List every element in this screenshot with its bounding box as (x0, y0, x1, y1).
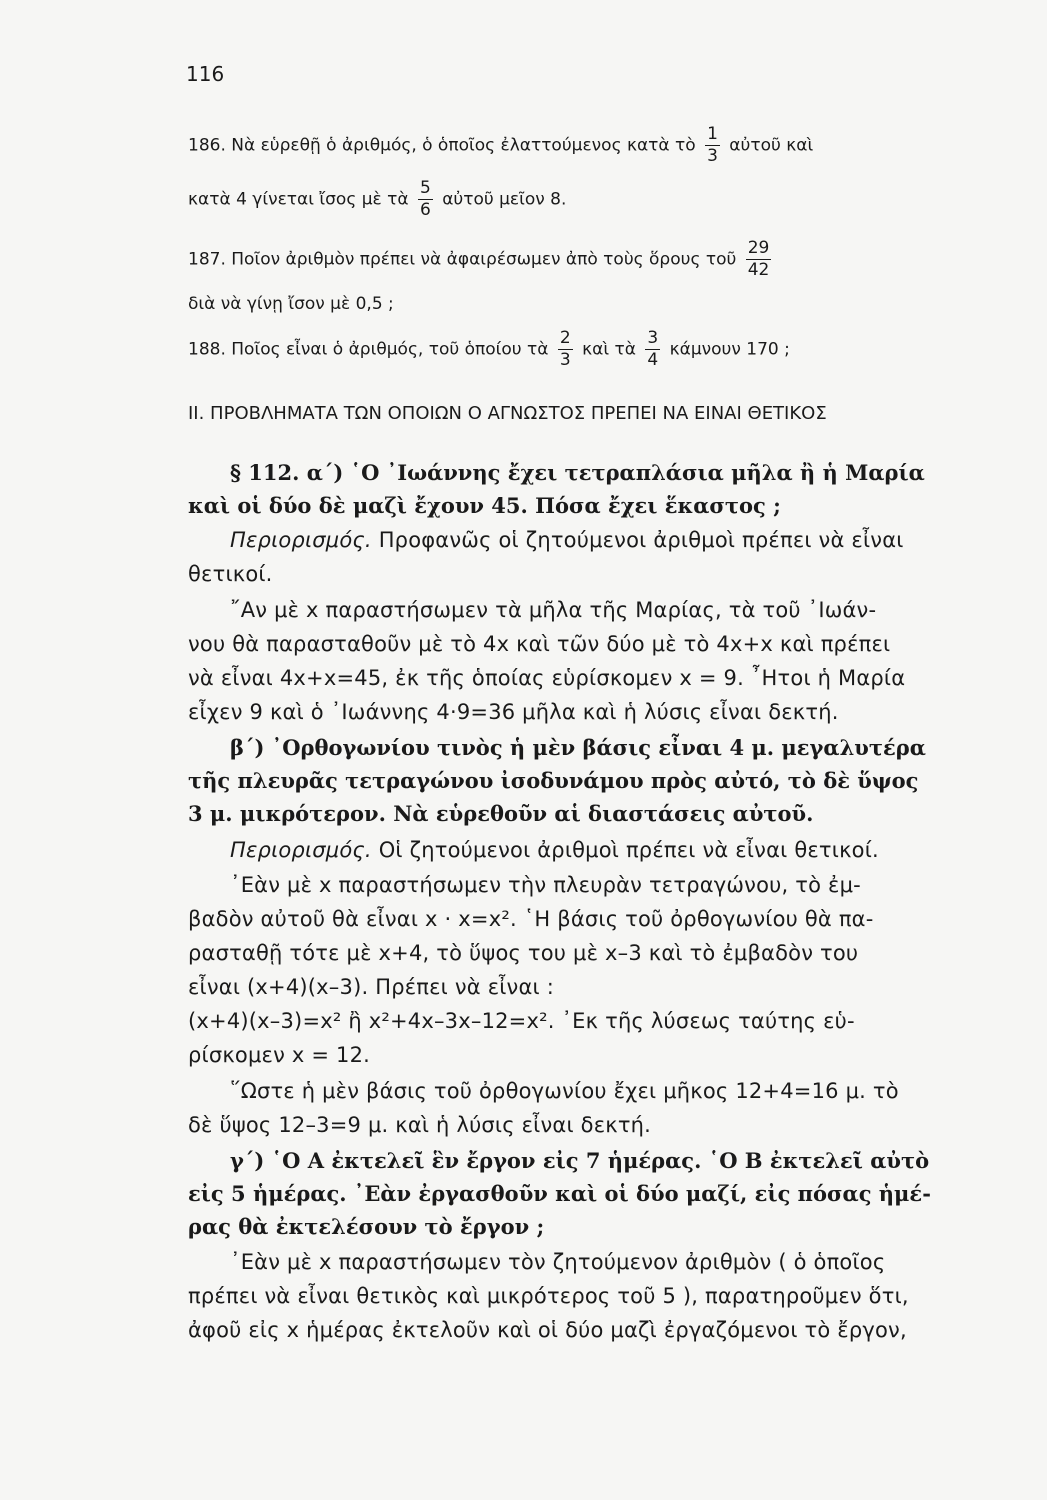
body-line: εἶναι (x+4)(x–3). Πρέπει νὰ εἶναι : (188, 975, 554, 999)
paragraph-b-line-2: τῆς πλευρᾶς τετραγώνου ἰσοδυνάμου πρὸς αὐτό, τὸ δὲ ὕψος (188, 768, 919, 793)
exercise-187-line-1 (188, 240, 968, 279)
ex188-text-a: 188. Ποῖος εἶναι ὁ ἀριθμός, τοῦ ὁποίου τὰ (188, 339, 549, 360)
exercise-188 (188, 330, 968, 369)
ex188-text-b: καὶ τὰ (582, 339, 636, 360)
body-line: νὰ εἶναι 4x+x=45, ἐκ τῆς ὁποίας εὑρίσκομεν x = 9. ῏Ητοι ἡ Μαρία (188, 666, 906, 690)
frac-denominator: 3 (559, 350, 571, 370)
frac-denominator: 4 (647, 350, 659, 370)
periorismos-line-2 (230, 840, 968, 861)
body-line: ῞Ωστε ἡ μὲν βάσις τοῦ ὀρθογωνίου ἔχει μῆκος 12+4=16 μ. τὸ (230, 1079, 899, 1103)
ex188-text-c: κάμνουν 170 ; (669, 339, 790, 360)
exercise-186-line-2 (188, 180, 968, 219)
exercise-186-line-1 (188, 126, 968, 165)
ex186-text-a: 186. Νὰ εὑρεθῇ ὁ ἀριθμός, ὁ ὁποῖος ἐλαττούμενος κατὰ τὸ (188, 135, 696, 156)
ex186-text-b: αὐτοῦ καὶ (729, 135, 814, 156)
periorismos-text: Προφανῶς οἱ ζητούμενοι ἀριθμοὶ πρέπει νὰ εἶναι (378, 528, 904, 552)
body-line: (x+4)(x–3)=x² ἢ x²+4x–3x–12=x². ᾿Εκ τῆς λύσεως ταύτης εὑ- (188, 1009, 855, 1033)
body-line: ἀφοῦ εἰς x ἡμέρας ἐκτελοῦν καὶ οἱ δύο μαζὶ ἐργαζόμενοι τὸ ἔργον, (188, 1318, 907, 1342)
body-line: νου θὰ παρασταθοῦν μὲ τὸ 4x καὶ τῶν δύο μὲ τὸ 4x+x καὶ πρέπει (188, 632, 891, 656)
paragraph-b-line-3: 3 μ. μικρότερον. Νὰ εὑρεθοῦν αἱ διαστάσεις αὐτοῦ. (188, 801, 814, 826)
paragraph-112-a-line-2: καὶ οἱ δύο δὲ μαζὶ ἔχουν 45. Πόσα ἔχει ἕκαστος ; (188, 493, 781, 518)
body-line: εἶχεν 9 καὶ ὁ ᾿Ιωάννης 4·9=36 μῆλα καὶ ἡ λύσις εἶναι δεκτή. (188, 700, 839, 724)
periorismos-label: Περιορισμός. (230, 528, 372, 552)
frac-numerator: 3 (647, 328, 659, 348)
fraction-five-sixths (418, 180, 433, 219)
fraction-three-quarters (645, 330, 660, 369)
periorismos-line-1 (230, 530, 968, 551)
frac-numerator: 2 (559, 328, 571, 348)
frac-denominator: 6 (419, 200, 431, 220)
ex186-text-c: κατὰ 4 γίνεται ἴσος μὲ τὰ (188, 189, 409, 210)
body-line: θετικοί. (188, 562, 273, 586)
frac-numerator: 1 (707, 124, 718, 144)
page-number: 116 (186, 62, 225, 86)
body-line: βαδὸν αὐτοῦ θὰ εἶναι x · x=x². ῾Η βάσις τοῦ ὀρθογωνίου θὰ πα- (188, 907, 874, 931)
paragraph-c-line-1: γ΄) ῾Ο Α ἐκτελεῖ ἓν ἔργον εἰς 7 ἡμέρας. ῾Ο Β ἐκτελεῖ αὐτὸ (230, 1148, 930, 1173)
body-line: ᾿Εὰν μὲ x παραστήσωμεν τὸν ζητούμενον ἀριθμὸν ( ὁ ὁποῖος (230, 1250, 886, 1274)
body-line: ῎Αν μὲ x παραστήσωμεν τὰ μῆλα τῆς Μαρίας, τὰ τοῦ ᾿Ιωάν- (230, 598, 877, 622)
body-line: ρίσκομεν x = 12. (188, 1043, 371, 1067)
periorismos-label: Περιορισμός. (230, 838, 372, 862)
body-line: ᾿Εὰν μὲ x παραστήσωμεν τὴν πλευρὰν τετραγώνου, τὸ ἐμ- (230, 873, 861, 897)
frac-numerator: 5 (419, 178, 431, 198)
frac-denominator: 42 (747, 260, 770, 280)
exercise-187-line-2: διὰ νὰ γίνῃ ἴσον μὲ 0,5 ; (188, 294, 394, 314)
periorismos-text: Οἱ ζητούμενοι ἀριθμοὶ πρέπει νὰ εἶναι θετικοί. (378, 838, 879, 862)
fraction-one-third (705, 126, 720, 165)
frac-numerator: 29 (747, 238, 770, 258)
section-title: ΙΙ. ΠΡΟΒΛΗΜΑΤΑ ΤΩΝ ΟΠΟΙΩΝ Ο ΑΓΝΩΣΤΟΣ ΠΡΕΠΕΙ ΝΑ ΕΙΝΑΙ ΘΕΤΙΚΟΣ (188, 403, 827, 424)
body-line: πρέπει νὰ εἶναι θετικὸς καὶ μικρότερος τοῦ 5 ), παρατηροῦμεν ὅτι, (188, 1284, 909, 1308)
paragraph-c-line-2: εἰς 5 ἡμέρας. ᾿Εὰν ἐργασθοῦν καὶ οἱ δύο μαζί, εἰς πόσας ἡμέ- (188, 1181, 931, 1206)
paragraph-c-line-3: ρας θὰ ἐκτελέσουν τὸ ἔργον ; (188, 1214, 545, 1239)
fraction-two-thirds (558, 330, 573, 369)
paragraph-b-line-1: β΄) ᾿Ορθογωνίου τινὸς ἡ μὲν βάσις εἶναι 4 μ. μεγαλυτέρα (230, 735, 926, 760)
fraction-29-42 (746, 240, 772, 279)
body-line: δὲ ὕψος 12–3=9 μ. καὶ ἡ λύσις εἶναι δεκτή. (188, 1113, 652, 1137)
frac-denominator: 3 (707, 146, 718, 166)
ex187-text-a: 187. Ποῖον ἀριθμὸν πρέπει νὰ ἀφαιρέσωμεν ἀπὸ τοὺς ὅρους τοῦ (188, 249, 737, 270)
paragraph-112-a-line-1: § 112. α΄) ῾Ο ᾿Ιωάννης ἔχει τετραπλάσια μῆλα ἢ ἡ Μαρία (230, 460, 925, 485)
body-line: ρασταθῇ τότε μὲ x+4, τὸ ὕψος του μὲ x–3 καὶ τὸ ἐμβαδὸν του (188, 941, 859, 965)
ex186-text-d: αὐτοῦ μεῖον 8. (442, 189, 567, 210)
